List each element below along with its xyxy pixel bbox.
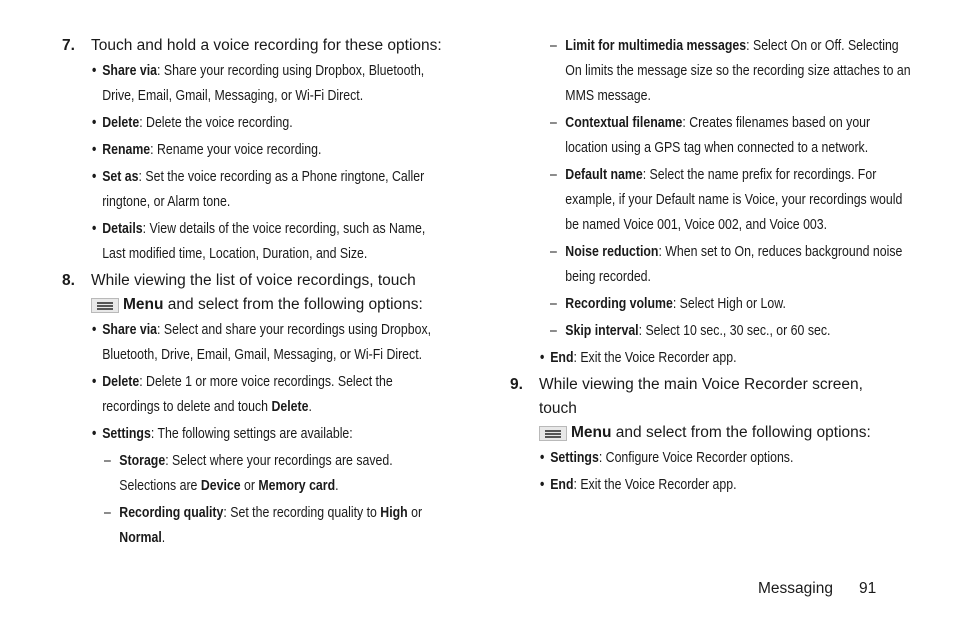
setting-desc-mid: or [407,505,423,521]
bullet-mark: • [92,221,97,237]
option-desc: : Share your recording using Dropbox, Bluetooth, Drive, Email, Gmail, Messaging, or Wi-Fi Direct. [102,63,425,104]
step-number: 8. [62,272,75,289]
option-term: Set as [102,169,139,185]
setting-recording-volume [550,292,914,317]
option-share-via [92,318,438,368]
step-7 [62,34,442,58]
right-column [510,34,911,500]
setting-noise-reduction [550,240,914,290]
option-term: Details [102,221,143,237]
bullet-mark: • [92,374,97,390]
option-set-as [92,165,438,215]
dash-mark: – [550,323,557,339]
bullet-mark: • [92,426,97,442]
setting-desc: : Creates filenames based on your location using a GPS tag when connected to a network. [565,115,871,156]
option-term: Settings [550,450,599,466]
option-desc: : Select and share your recordings using Dropbox, Bluetooth, Drive, Email, Gmail, Messaging, or Wi-Fi Direct. [102,322,432,363]
setting-desc: : Select where your recordings are saved. Selections are [119,453,393,494]
setting-desc-end: . [335,478,339,494]
page-footer [758,578,876,600]
setting-term: Default name [565,167,643,183]
option-desc: : Exit the Voice Recorder app. [573,477,737,493]
option-desc: : Delete the voice recording. [139,115,293,131]
option-term: Share via [102,322,158,338]
setting-term: Contextual filename [565,115,683,131]
step-number: 9. [510,376,523,393]
dash-mark: – [550,38,557,54]
bullet-mark: • [92,63,97,79]
option-term: Delete [102,374,140,390]
option-desc: : Configure Voice Recorder options. [598,450,794,466]
step-text: While viewing the main Voice Recorder screen, touch [539,376,863,417]
setting-term: Skip interval [565,323,639,339]
setting-desc: : When set to On, reduces background noise being recorded. [565,244,903,285]
step-9 [510,373,900,445]
setting-term: Storage [119,453,166,469]
setting-term: Limit for multimedia messages [565,38,747,54]
menu-label: Menu [123,296,164,313]
option-bold-word: Delete [271,399,309,415]
option-term: End [550,477,574,493]
dash-mark: – [104,453,111,469]
left-column [62,34,442,553]
option-delete [92,370,438,420]
setting-bold-word: Device [200,478,241,494]
step-text-continued: and select from the following options: [163,296,423,313]
setting-term: Recording volume [565,296,673,312]
dash-mark: – [550,296,557,312]
option-share-via [92,59,438,109]
setting-default-name [550,163,914,238]
bullet-mark: • [92,115,97,131]
setting-contextual-filename [550,111,914,161]
option-details [92,217,438,267]
step-8 [62,269,442,317]
step-text-continued: and select from the following options: [611,424,871,441]
setting-desc: : Select High or Low. [672,296,786,312]
option-desc-end: . [308,399,312,415]
bullet-mark: • [540,450,545,466]
setting-desc: : Select 10 sec., 30 sec., or 60 sec. [638,323,831,339]
option-desc: : The following settings are available: [150,426,353,442]
option-desc: : Exit the Voice Recorder app. [573,350,737,366]
option-end [540,473,890,498]
option-settings [540,446,890,471]
bullet-mark: • [540,477,545,493]
option-term: Share via [102,63,158,79]
bullet-mark: • [92,322,97,338]
setting-desc: : Set the recording quality to [223,505,381,521]
step-number: 7. [62,37,75,54]
option-desc: : Set the voice recording as a Phone ringtone, Caller ringtone, or Alarm tone. [102,169,425,210]
option-desc: : View details of the voice recording, such as Name, Last modified time, Location, Duration, and Size. [102,221,426,262]
option-term: End [550,350,574,366]
setting-desc: : Select On or Off. Selecting On limits the message size so the recording size attaches to an MMS message. [565,38,911,104]
setting-limit-mms [550,34,914,109]
step-text: Touch and hold a voice recording for these options: [91,37,442,54]
option-term: Rename [102,142,151,158]
bullet-mark: • [92,169,97,185]
option-settings [92,422,438,447]
dash-mark: – [550,115,557,131]
page-number: 91 [858,580,877,597]
dash-mark: – [550,244,557,260]
menu-label: Menu [571,424,612,441]
setting-desc-mid: or [240,478,259,494]
bullet-mark: • [540,350,545,366]
option-term: Delete [102,115,140,131]
bullet-mark: • [92,142,97,158]
option-desc: : Rename your voice recording. [150,142,322,158]
setting-bold-word: Normal [119,530,162,546]
setting-recording-quality [104,501,447,551]
setting-bold-word: Memory card [258,478,336,494]
dash-mark: – [550,167,557,183]
option-rename [92,138,438,163]
setting-desc: : Select the name prefix for recordings. For example, if your Default name is Voice, your recordings would be named Voice 001, Voice 002, and Voice 003. [565,167,903,233]
option-term: Settings [102,426,151,442]
option-desc: : Delete 1 or more voice recordings. Select the recordings to delete and touch [102,374,393,415]
menu-icon [91,298,119,313]
option-delete [92,111,438,136]
step-text: While viewing the list of voice recordings, touch [91,272,416,289]
dash-mark: – [104,505,111,521]
setting-term: Noise reduction [565,244,659,260]
setting-term: Recording quality [119,505,224,521]
footer-section: Messaging [758,580,833,597]
option-end [540,346,890,371]
setting-skip-interval [550,319,914,344]
setting-desc-end: . [161,530,166,546]
setting-bold-word: High [380,505,408,521]
menu-icon [539,426,567,441]
setting-storage [104,449,447,499]
